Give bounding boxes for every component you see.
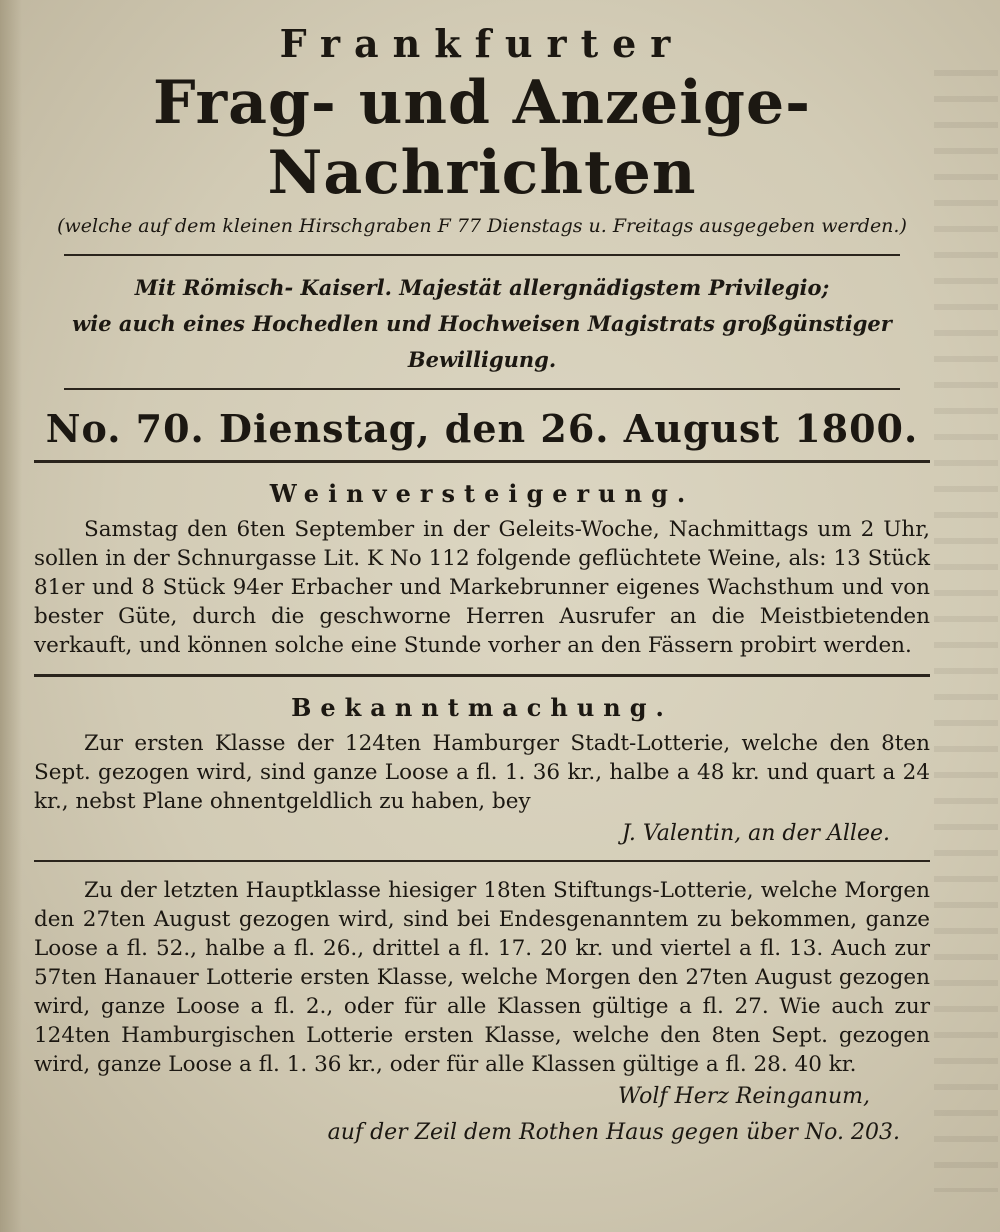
section-text: Zu der letzten Hauptklasse hiesiger 18ten Stiftungs-Lotterie, welche Morgen den 27ten August gezogen wird, sind bei Endesgenanntem zu bekommen, ganze Loose a fl. 52., halbe a fl. 26., drittel a fl. 17. 20 kr. und viertel a fl. 13. Auch zur 57ten Hanauer Lotterie ersten Klasse, welche Morgen den 27ten August gezogen wird, ganze Loose a fl. 2., oder für alle Klassen gültige a fl. 27. Wie auch zur 124ten Hamburgischen Lotterie ersten Klasse, welche den 8ten Sept. gezogen wird, ganze Loose a fl. 1. 36 kr., oder für alle Klassen gültige a fl. 28. 40 kr. — [34, 878, 930, 1077]
divider — [34, 674, 930, 677]
masthead — [34, 22, 930, 240]
notice-lottery-tickets — [34, 876, 930, 1151]
signature: J. Valentin, an der Allee. — [621, 821, 890, 846]
section-heading: Bekanntmachung. — [291, 693, 673, 722]
masthead-title: Frag- und Anzeige-Nachrichten — [152, 68, 812, 208]
show-through-text — [934, 70, 998, 1192]
privilege-line-2: wie auch eines Hochedlen und Hochweisen Magistrats großgünstiger Bewilligung. — [72, 311, 892, 372]
section-text: Samstag den 6ten September in der Geleits-Woche, Nachmittags um 2 Uhr, sollen in der Schnurgasse Lit. K No 112 folgende geflüchtete Weine, als: 13 Stück 81er und 8 Stück 94er Erbacher und Markebrunner eigenes Wachsthum und von bester Güte, durch die geschworne Herren Ausrufer an die Meistbietenden verkauft, und können solche eine Stunde vorher an den Fässern probirt werden. — [34, 517, 930, 658]
notice-lottery-announcement — [34, 691, 930, 850]
divider — [64, 388, 900, 390]
signature-name: Wolf Herz Reinganum, — [617, 1084, 870, 1109]
divider — [34, 860, 930, 862]
signature-address: auf der Zeil dem Rothen Haus gegen über No. 203. — [327, 1120, 900, 1145]
section-heading: Weinversteigerung. — [269, 479, 695, 508]
issue-line: No. 70. Dienstag, den 26. August 1800. — [45, 406, 919, 451]
masthead-subtitle: (welche auf dem kleinen Hirschgraben F 77 Dienstags u. Freitags ausgegeben werden.) — [57, 215, 907, 237]
privilege-line-1: Mit Römisch- Kaiserl. Majestät allergnädigstem Privilegio; — [134, 275, 830, 300]
notice-wine-auction — [34, 477, 930, 660]
divider — [64, 254, 900, 256]
section-text: Zur ersten Klasse der 124ten Hamburger Stadt-Lotterie, welche den 8ten Sept. gezogen wird, sind ganze Loose a fl. 1. 36 kr., halbe a 48 kr. und quart a 24 kr., nebst Plane ohnentgeldlich zu haben, bey — [34, 731, 930, 814]
masthead-city: Frankfurter — [279, 21, 685, 66]
divider — [34, 460, 930, 463]
